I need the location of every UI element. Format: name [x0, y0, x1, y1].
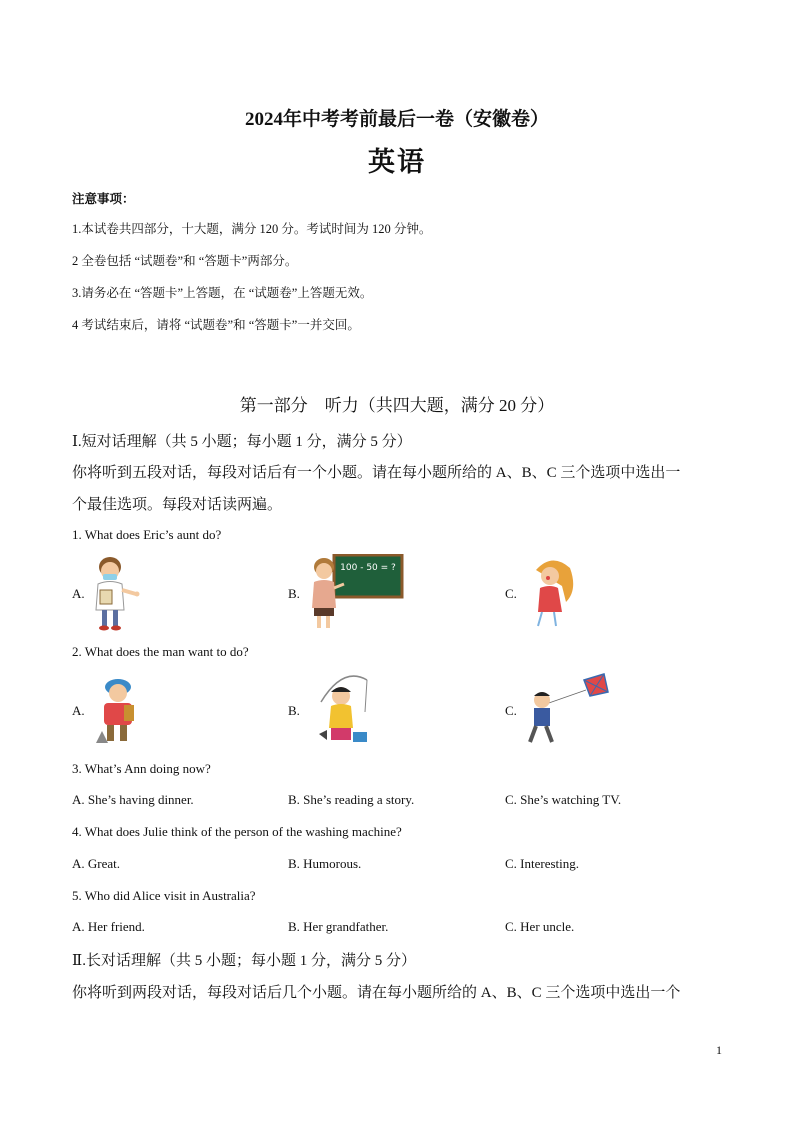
section1-instruction: 个最佳选项。每段对话读两遍。	[72, 497, 283, 513]
notice-item: 3.请务必在 “答题卡”上答题，在 “试题卷”上答题无效。	[72, 286, 373, 300]
option-label: B.	[288, 586, 300, 601]
section2-heading: Ⅱ.长对话理解（共 5 小题；每小题 1 分，满分 5 分）	[72, 953, 416, 969]
option-text: B. Her grandfather.	[288, 919, 389, 934]
option-text: C. She’s watching TV.	[505, 792, 622, 807]
question-stem: 1. What does Eric’s aunt do?	[72, 527, 222, 542]
option-label: C.	[505, 703, 517, 718]
notice-heading: 注意事项：	[72, 191, 135, 206]
kite-flyer-image	[526, 672, 610, 746]
teacher-image	[304, 554, 404, 632]
option-text: A. Great.	[72, 856, 121, 871]
singer-image	[526, 556, 578, 630]
option-label: B.	[288, 703, 300, 718]
fishing-girl-image	[313, 672, 375, 746]
hiker-image	[92, 675, 142, 745]
notice-item: 2 全卷包括 “试题卷”和 “答题卡”两部分。	[72, 254, 298, 268]
option-text: A. She’s having dinner.	[72, 792, 194, 807]
page-number: 1	[716, 1043, 722, 1057]
board-text: 100 - 50 = ?	[340, 563, 396, 573]
option-text: A. Her friend.	[72, 919, 145, 934]
notice-item: 1.本试卷共四部分，十大题，满分 120 分。考试时间为 120 分钟。	[72, 222, 432, 236]
option-label: A.	[72, 586, 85, 601]
question-stem: 2. What does the man want to do?	[72, 644, 249, 659]
page-title: 2024年中考考前最后一卷（安徽卷）	[244, 109, 549, 130]
option-text: C. Her uncle.	[505, 919, 575, 934]
part1-heading: 第一部分 听力（共四大题，满分 20 分）	[239, 396, 555, 415]
option-label: C.	[505, 586, 517, 601]
option-text: B. Humorous.	[288, 856, 362, 871]
question-stem: 4. What does Julie think of the person of the washing machine?	[72, 824, 402, 839]
notice-item: 4 考试结束后，请将 “试题卷”和 “答题卡”一并交回。	[72, 318, 360, 332]
doctor-image	[88, 554, 142, 632]
subject-title: 英语	[368, 147, 426, 178]
section2-instruction: 你将听到两段对话，每段对话后几个小题。请在每小题所给的 A、B、C 三个选项中选出一个	[72, 985, 681, 1001]
question-stem: 5. Who did Alice visit in Australia?	[72, 888, 256, 903]
section1-instruction: 你将听到五段对话，每段对话后有一个小题。请在每小题所给的 A、B、C 三个选项中选出一	[72, 465, 681, 481]
option-label: A.	[72, 703, 85, 718]
question-stem: 3. What’s Ann doing now?	[72, 761, 211, 776]
option-text: C. Interesting.	[505, 856, 580, 871]
section1-heading: Ⅰ.短对话理解（共 5 小题；每小题 1 分，满分 5 分）	[72, 434, 412, 450]
option-text: B. She’s reading a story.	[288, 792, 415, 807]
